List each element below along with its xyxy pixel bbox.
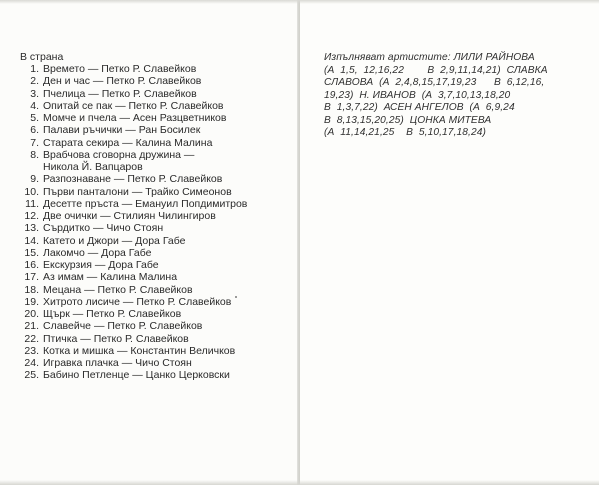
track-number: 23. bbox=[24, 344, 39, 357]
track-item bbox=[20, 235, 292, 247]
track-number: 1. bbox=[30, 63, 39, 75]
track-title: Първи панталони — Трайко Симеонов bbox=[43, 185, 232, 198]
track-number: 8. bbox=[30, 148, 39, 161]
track-item bbox=[20, 222, 292, 234]
track-number: 5. bbox=[30, 112, 39, 124]
track-number: 6. bbox=[30, 124, 39, 137]
credit-line: В 8,13,15,20,25) ЦОНКА МИТЕВА bbox=[324, 114, 492, 126]
track-item bbox=[20, 271, 292, 283]
track-title: Хитрото лисиче — Петко Р. Славейков bbox=[43, 295, 232, 308]
track-item bbox=[20, 296, 292, 308]
track-item bbox=[20, 75, 292, 87]
track-title: Екскурзия — Дора Габе bbox=[43, 259, 159, 271]
track-item bbox=[20, 198, 292, 210]
track-number: 4. bbox=[30, 99, 39, 112]
track-title: Сърдитко — Чичо Стоян bbox=[43, 222, 164, 235]
track-number: 21. bbox=[24, 320, 39, 333]
track-title: Ден и час — Петко Р. Славейков bbox=[43, 75, 202, 88]
track-number: 18. bbox=[24, 283, 39, 296]
credit-line: (А 1,5, 12,16,22 В 2,9,11,14,21) СЛАВКА bbox=[324, 64, 548, 76]
track-title: Игравка плачка — Чичо Стоян bbox=[43, 357, 192, 369]
track-item bbox=[20, 357, 292, 369]
credit-line: В 1,3,7,22) АСЕН АНГЕЛОВ (А 6,9,24 bbox=[324, 102, 515, 113]
track-title: Пчелица — Петко Р. Славейков bbox=[43, 87, 197, 100]
track-title: Никола Й. Вапцаров bbox=[43, 161, 143, 173]
track-number: 24. bbox=[24, 357, 39, 369]
track-item bbox=[20, 210, 292, 222]
track-item bbox=[20, 308, 292, 320]
track-number: 16. bbox=[24, 259, 39, 271]
track-item bbox=[20, 345, 292, 357]
section-heading: В страна bbox=[20, 51, 64, 63]
track-title: Десетте пръста — Емануил Попдимитров bbox=[43, 197, 248, 210]
track-title: Врабчова сговорна дружина — bbox=[43, 148, 195, 161]
track-number: 9. bbox=[30, 173, 39, 186]
track-item bbox=[20, 124, 292, 136]
track-title: Аз имам — Калина Малина bbox=[43, 271, 178, 284]
track-title: Палави ръчички — Ран Босилек bbox=[43, 124, 201, 137]
track-title: Момче и пчела — Асен Разцветников bbox=[43, 112, 227, 124]
track-title: Опитай се пак — Петко Р. Славейков bbox=[43, 99, 224, 112]
track-number: 13. bbox=[24, 222, 39, 235]
left-page bbox=[0, 0, 298, 485]
track-title: Котка и мишка — Константин Величков bbox=[43, 344, 236, 357]
track-item bbox=[20, 284, 292, 296]
track-item bbox=[20, 259, 292, 271]
track-item bbox=[20, 63, 292, 75]
track-number: 14. bbox=[24, 234, 39, 247]
track-title: Бабино Петленце — Цанко Церковски bbox=[43, 369, 230, 382]
track-item bbox=[20, 149, 292, 161]
track-title: Разпознаване — Петко Р. Славейков bbox=[43, 173, 223, 186]
track-title: Птичка — Петко Р. Славейков bbox=[43, 332, 189, 345]
track-number: 19. bbox=[24, 295, 39, 308]
track-title: Щърк — Петко Р. Славейков bbox=[43, 308, 182, 320]
track-item bbox=[20, 247, 292, 259]
track-item bbox=[20, 88, 292, 100]
track-number: 2. bbox=[30, 75, 39, 88]
credit-line: СЛАВОВА (А 2,4,8,15,17,19,23 В 6,12,16, bbox=[324, 77, 545, 88]
track-number: 10. bbox=[24, 185, 39, 198]
track-title: Мецана — Петко Р. Славейков bbox=[43, 283, 193, 296]
print-speck bbox=[235, 296, 237, 298]
track-item bbox=[20, 173, 292, 185]
track-number: 3. bbox=[30, 87, 39, 100]
track-number: 22. bbox=[24, 332, 39, 345]
bottom-edge-shadow bbox=[0, 480, 599, 485]
credit-line: Изпълняват артистите: ЛИЛИ РАЙНОВА bbox=[324, 52, 535, 63]
track-number: 25. bbox=[24, 369, 39, 382]
track-item bbox=[20, 369, 292, 381]
track-number: 17. bbox=[24, 271, 39, 284]
track-title: Славейче — Петко Р. Славейков bbox=[43, 320, 203, 333]
track-item bbox=[20, 186, 292, 198]
track-number: 20. bbox=[24, 308, 39, 320]
track-number: 11. bbox=[25, 197, 39, 210]
track-item bbox=[20, 112, 292, 124]
track-title: Катето и Джори — Дора Габе bbox=[43, 234, 186, 247]
credit-line: (А 11,14,21,25 В 5,10,17,18,24) bbox=[324, 127, 486, 138]
track-item bbox=[20, 320, 292, 332]
top-edge-shadow bbox=[0, 0, 599, 4]
track-title: Старата секира — Калина Малина bbox=[43, 136, 213, 149]
track-item bbox=[20, 137, 292, 149]
track-number: 7. bbox=[30, 136, 39, 149]
credit-line: 19,23) Н. ИВАНОВ (А 3,7,10,13,18,20 bbox=[324, 89, 511, 101]
track-item bbox=[20, 161, 292, 173]
performers-credits bbox=[324, 52, 586, 140]
track-item bbox=[20, 100, 292, 112]
track-title: Лакомчо — Дора Габе bbox=[43, 246, 152, 259]
track-number: 15. bbox=[24, 246, 39, 259]
track-list bbox=[20, 63, 292, 382]
track-title: Времето — Петко Р. Славейков bbox=[43, 63, 197, 75]
track-item bbox=[20, 333, 292, 345]
track-number: 12. bbox=[24, 210, 39, 222]
track-title: Две очички — Стилиян Чилингиров bbox=[43, 210, 216, 222]
